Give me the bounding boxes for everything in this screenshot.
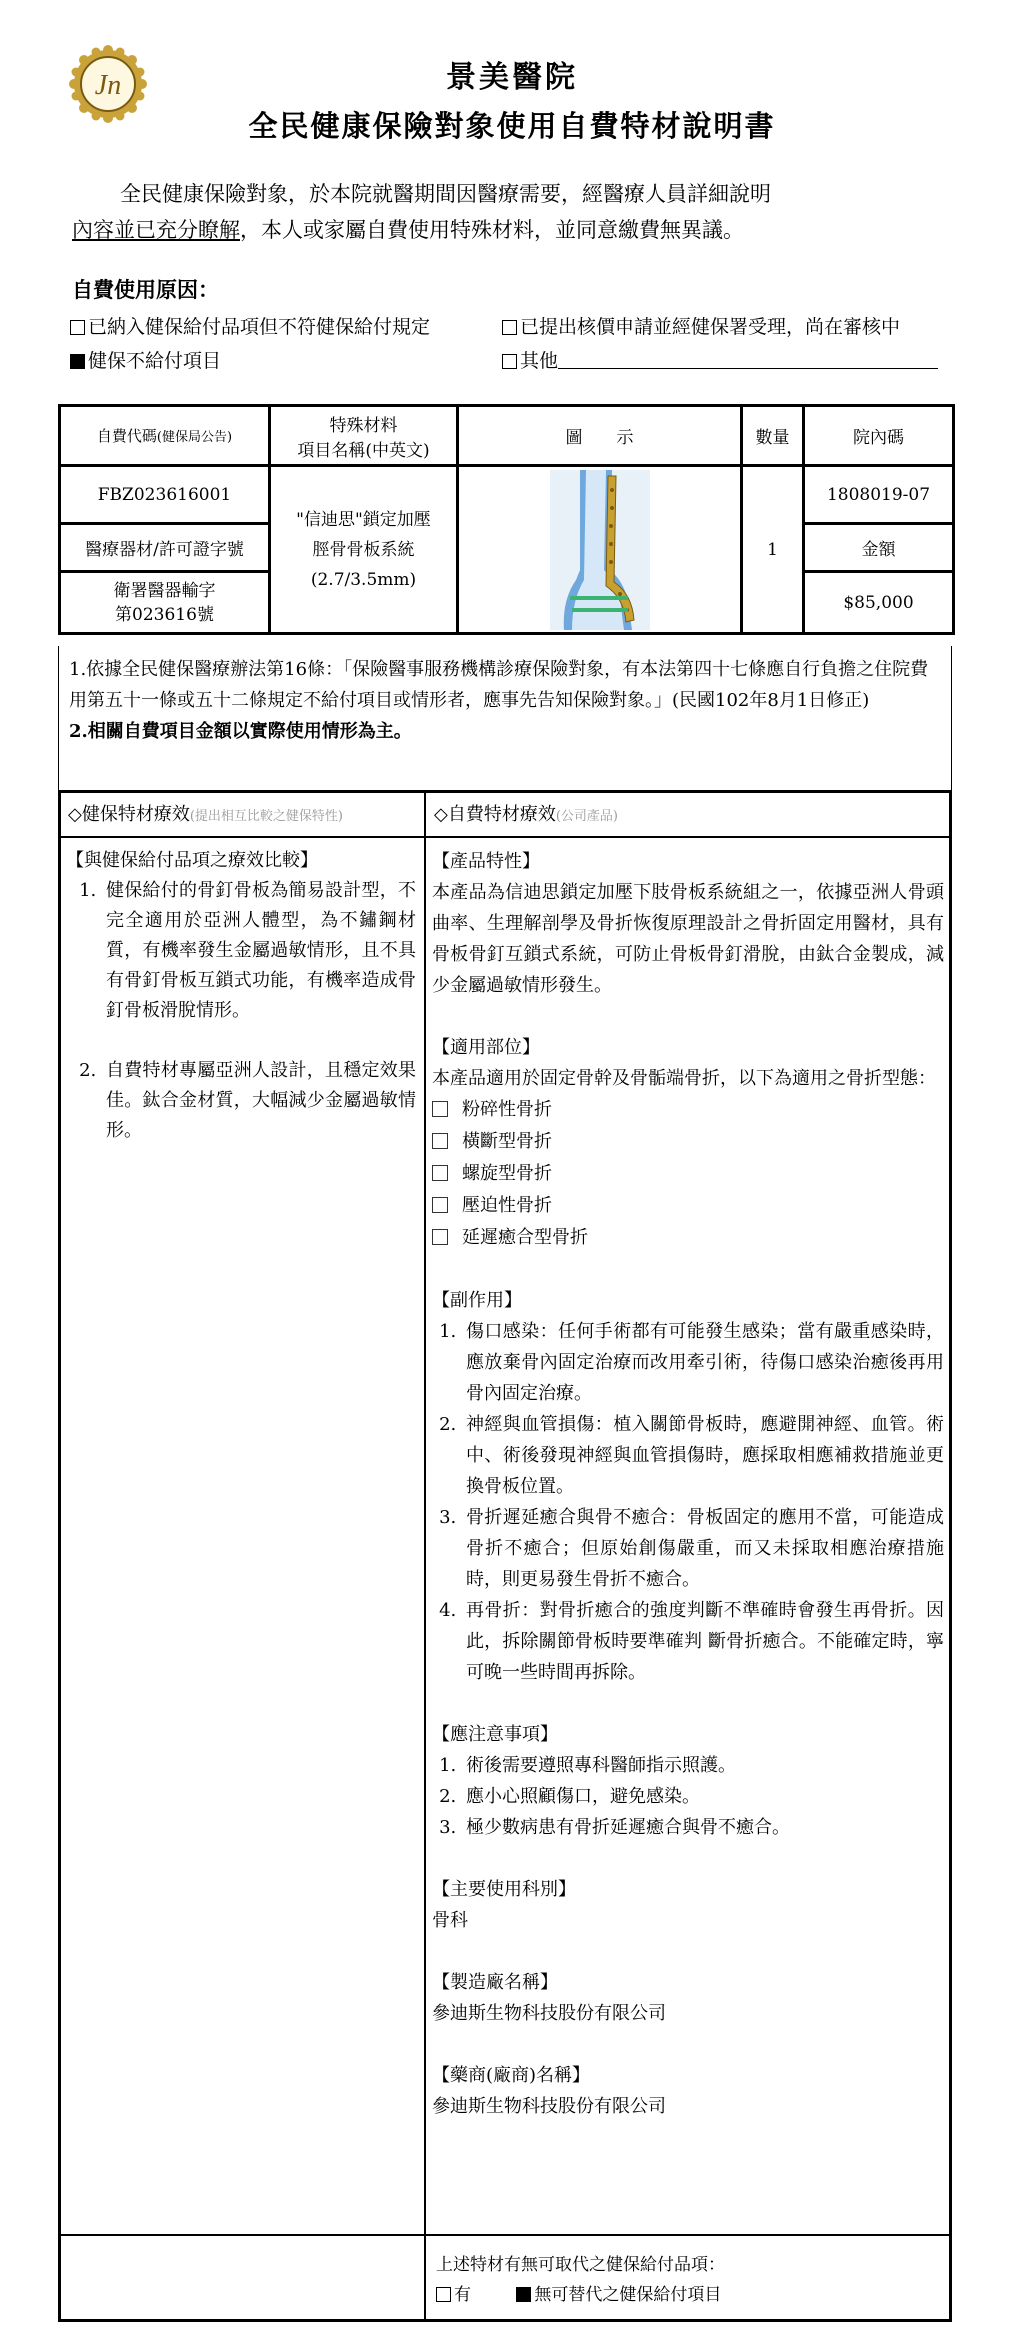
precautions-list — [432, 1750, 944, 1843]
list-item: 2. 神經與血管損傷：植入關節骨板時，應避開神經、血管。術中、術後發現神經與血管損傷時，應採取相應補救措施並更換骨板位置。 — [462, 1409, 944, 1502]
item-name: "信迪思"鎖定加壓 脛骨骨板系統 (2.7/3.5mm) — [270, 466, 458, 634]
column-divider — [424, 790, 426, 2322]
checkbox-icon[interactable] — [436, 2287, 451, 2302]
list-item: 1. 健保給付的骨釘骨板為簡易設計型，不完全適用於亞洲人體型，為不鏽鋼材質，有機率發生金屬過敏情形，且不具有骨釘骨板互鎖式功能，有機率造成骨釘骨板滑脫情形。 — [102, 876, 416, 1026]
fracture-type-item[interactable]: 橫斷型骨折 — [432, 1126, 944, 1158]
checkbox-checked-icon[interactable] — [70, 354, 85, 369]
bone-plate-image — [550, 470, 650, 630]
side-effects-title: 【副作用】 — [432, 1290, 522, 1311]
replacement-question-text: 上述特材有無可取代之健保給付品項： — [436, 2255, 725, 2275]
vendor: 參迪斯生物科技股份有限公司 — [432, 2096, 666, 2117]
side-effects-list — [432, 1316, 944, 1688]
intro-paragraph — [72, 176, 972, 248]
left-subtitle: 【與健保給付品項之療效比較】 — [66, 850, 318, 871]
checkbox-icon[interactable] — [502, 354, 517, 369]
replacement-question — [436, 2250, 936, 2310]
note-1: 1.依據全民健保醫療辦法第16條：「保險醫事服務機構診療保險對象，有本法第四十七條應自行負擔之住院費用第五十一條或五十二條規定不給付項目或情形者，應事先告知保險對象。」(民國102年8月1日修正) — [69, 659, 929, 711]
header-hosp-code: 院內碼 — [804, 406, 954, 466]
reason-option-2[interactable] — [502, 312, 900, 339]
features-title: 【產品特性】 — [432, 851, 540, 872]
list-item: 1. 術後需要遵照專科醫師指示照護。 — [462, 1750, 944, 1781]
fracture-type-list — [432, 1094, 944, 1254]
header-code: 自費代碼(健保局公告) — [60, 406, 270, 466]
checkbox-icon[interactable] — [432, 1133, 448, 1149]
left-column — [66, 846, 416, 1146]
intro-line1: 全民健康保險對象，於本院就醫期間因醫療需要，經醫療人員詳細說明 — [120, 182, 771, 206]
right-column-heading: ◇自費特材療效(公司產品) — [434, 804, 618, 825]
intro-underlined: 內容並已充分瞭解 — [72, 218, 240, 242]
checkbox-icon[interactable] — [432, 1229, 448, 1245]
list-item: 2. 自費特材專屬亞洲人設計，且穩定效果佳。鈦合金材質，大幅減少金屬過敏情形。 — [102, 1056, 416, 1146]
reason-option-4[interactable] — [502, 346, 938, 373]
reason-option-1[interactable] — [70, 312, 430, 339]
maker-title: 【製造廠名稱】 — [432, 1972, 558, 1993]
list-item: 1. 傷口感染：任何手術都有可能發生感染；當有嚴重感染時，應放棄骨內固定治療而改用牽引術，待傷口感染治癒後再用骨內固定治療。 — [462, 1316, 944, 1409]
list-item: 4. 再骨折：對骨折癒合的強度判斷不準確時會發生再骨折。因此，拆除關節骨板時要準確判 斷骨折癒合。不能確定時，寧可晚一些時間再拆除。 — [462, 1595, 944, 1688]
sites-title: 【適用部位】 — [432, 1037, 540, 1058]
hospital-name: 景美醫院 — [446, 60, 578, 95]
logo-text: Jn — [94, 70, 122, 101]
checkbox-icon[interactable] — [432, 1165, 448, 1181]
header-divider — [58, 836, 952, 838]
amount-label: 金額 — [804, 524, 954, 572]
checkbox-checked-icon[interactable] — [516, 2287, 531, 2302]
maker: 參迪斯生物科技股份有限公司 — [432, 2003, 666, 2024]
reason-title: 自費使用原因： — [72, 277, 219, 302]
footer-divider — [58, 2234, 952, 2236]
reason-option-4-label: 其他 — [520, 350, 559, 372]
replacement-option-no[interactable]: 無可替代之健保給付項目 — [516, 2285, 721, 2305]
header-qty: 數量 — [742, 406, 804, 466]
list-item: 3. 骨折遲延癒合與骨不癒合：骨板固定的應用不當，可能造成骨折不癒合；但原始創傷嚴重，而又未採取相應治療措施時，則更易發生骨折不癒合。 — [462, 1502, 944, 1595]
features-text: 本產品為信迪思鎖定加壓下肢骨板系統組之一，依據亞洲人骨頭曲率、生理解剖學及骨折恢復原理設計之骨折固定用醫材，具有骨板骨釘互鎖式系統，可防止骨板骨釘滑脫，由鈦合金製成，減少金屬過敏情形發生。 — [432, 882, 944, 996]
notes-block — [58, 646, 952, 790]
self-pay-code: FBZ023616001 — [60, 466, 270, 524]
other-reason-input[interactable] — [558, 350, 938, 369]
quantity: 1 — [742, 466, 804, 634]
reason-option-1-label: 已納入健保給付品項但不符健保給付規定 — [88, 316, 431, 338]
hospital-code: 1808019-07 — [804, 466, 954, 524]
permit-number: 衛署醫器輸字 第023616號 — [60, 572, 270, 634]
list-item: 2. 應小心照顧傷口，避免感染。 — [462, 1781, 944, 1812]
checkbox-icon[interactable] — [70, 320, 85, 335]
intro-line2: ，本人或家屬自費使用特殊材料，並同意繳費無異議。 — [240, 218, 744, 242]
note-2: 2.相關自費項目金額以實際使用情形為主。 — [69, 721, 412, 742]
item-image-cell — [458, 466, 742, 634]
header-image: 圖 示 — [458, 406, 742, 466]
checkbox-icon[interactable] — [432, 1101, 448, 1117]
fracture-type-item[interactable]: 壓迫性骨折 — [432, 1190, 944, 1222]
checkbox-icon[interactable] — [432, 1197, 448, 1213]
vendor-title: 【藥商(廠商)名稱】 — [432, 2065, 591, 2086]
fracture-type-item[interactable]: 粉碎性骨折 — [432, 1094, 944, 1126]
item-table — [58, 404, 955, 635]
precautions-title: 【應注意事項】 — [432, 1724, 558, 1745]
checkbox-icon[interactable] — [502, 320, 517, 335]
right-column — [432, 846, 944, 2122]
left-column-heading: ◇健保特材療效(提出相互比較之健保特性) — [68, 804, 343, 825]
permit-label: 醫療器材/許可證字號 — [60, 524, 270, 572]
reason-option-2-label: 已提出核價申請並經健保署受理，尚在審核中 — [520, 316, 901, 338]
dept-title: 【主要使用科別】 — [432, 1879, 576, 1900]
sites-text: 本產品適用於固定骨幹及骨骺端骨折，以下為適用之骨折型態： — [432, 1068, 936, 1089]
reason-option-3-label: 健保不給付項目 — [88, 350, 222, 372]
header-name: 特殊材料 項目名稱(中英文) — [270, 406, 458, 466]
document-title: 全民健康保險對象使用自費特材說明書 — [248, 109, 776, 143]
fracture-type-item[interactable]: 螺旋型骨折 — [432, 1158, 944, 1190]
list-item: 3. 極少數病患有骨折延遲癒合與骨不癒合。 — [462, 1812, 944, 1843]
amount: $85,000 — [804, 572, 954, 634]
left-list — [66, 876, 416, 1146]
dept: 骨科 — [432, 1910, 468, 1931]
replacement-option-yes[interactable]: 有 — [436, 2285, 471, 2305]
fracture-type-item[interactable]: 延遲癒合型骨折 — [432, 1222, 944, 1254]
reason-option-3[interactable] — [70, 346, 221, 373]
